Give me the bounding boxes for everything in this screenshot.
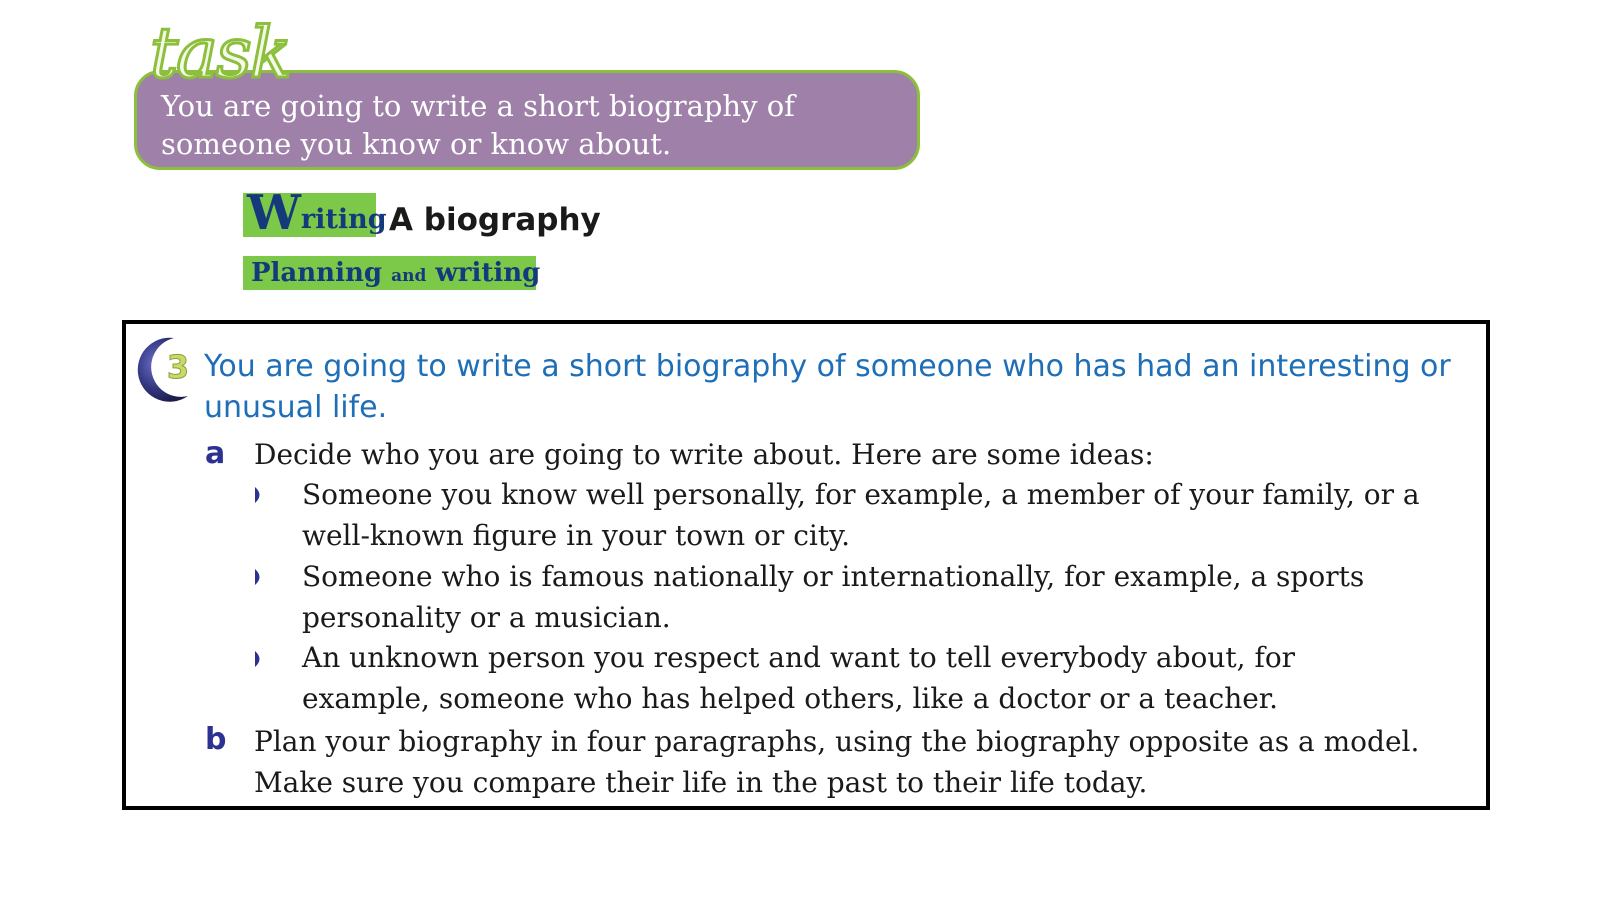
planning-tag-and: and [391,266,427,286]
planning-tag-part1: Planning [251,258,392,288]
item-a-letter: a [205,436,226,471]
bullet-item-2: Someone who is famous nationally or internationally, for example, a sports personality or a musician. [302,560,1365,634]
exercise-intro: You are going to write a short biography of someone who has had an interesting or unusual life. [204,349,1451,425]
writing-tag-initial: W [247,185,301,241]
item-b-text: Plan your biography in four paragraphs, using the biography opposite as a model. Make sure you compare their life in the past to their life today. [254,725,1420,799]
exercise-box [122,320,1490,810]
bullet-icon [254,486,264,504]
bullet-item-3: An unknown person you respect and want to tell everybody about, for example, someone who has helped others, like a doctor or a teacher. [302,641,1296,715]
bullet-icon [254,568,264,586]
task-label: task [150,12,291,94]
exercise-number: 3 [166,348,190,386]
section-title: A biography [389,202,601,238]
writing-tag [243,185,387,241]
writing-tag-rest: riting [300,204,387,235]
bullet-item-1: Someone you know well personally, for example, a member of your family, or a well-known figure in your town or city. [302,478,1420,552]
bullet-icon [254,650,264,668]
item-b-letter: b [205,722,227,757]
exercise-number-icon [130,332,198,404]
planning-writing-tag [243,256,541,290]
item-a-text: Decide who you are going to write about. Here are some ideas: [254,438,1154,471]
planning-tag-part3: writing [426,258,541,288]
task-banner-text: You are going to write a short biography of someone you know or know about. [161,89,795,161]
